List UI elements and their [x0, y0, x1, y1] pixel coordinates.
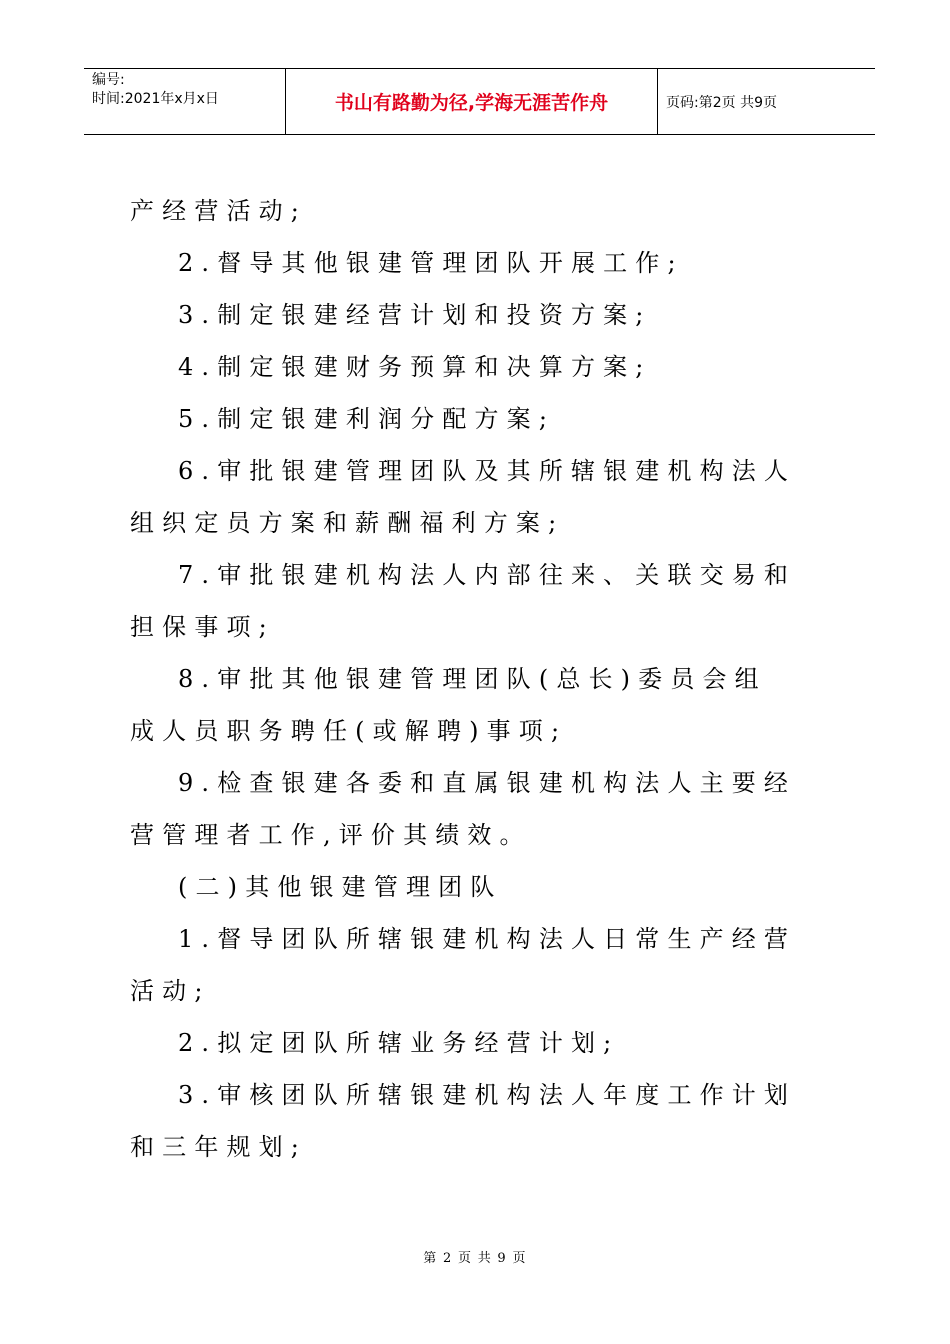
- page-header: [84, 68, 875, 135]
- body-line: 3.审核团队所辖银建机构法人年度工作计划: [178, 1081, 797, 1109]
- page-footer: 第 2 页 共 9 页: [423, 1251, 527, 1266]
- body-line: 营管理者工作,评价其绩效。: [130, 821, 532, 849]
- body-line: 6.审批银建管理团队及其所辖银建机构法人: [178, 457, 797, 485]
- body-line: 和三年规划;: [130, 1133, 308, 1161]
- section-heading: (二)其他银建管理团队: [178, 873, 503, 901]
- body-line: 1.督导团队所辖银建机构法人日常生产经营: [178, 925, 797, 953]
- body-line: 2.拟定团队所辖业务经营计划;: [178, 1029, 620, 1057]
- body-line: 担保事项;: [130, 613, 275, 641]
- document-time-label: 时间:2021年x月x日: [92, 91, 219, 107]
- document-number-label: 编号:: [92, 72, 125, 88]
- header-motto: 书山有路勤为径,学海无涯苦作舟: [286, 69, 658, 134]
- document-body: [130, 185, 830, 1173]
- header-meta: [84, 69, 286, 134]
- body-line: 4.制定银建财务预算和决算方案;: [178, 353, 652, 381]
- body-line: 组织定员方案和薪酬福利方案;: [130, 509, 565, 537]
- body-line: 2.督导其他银建管理团队开展工作;: [178, 249, 684, 277]
- body-line: 活动;: [130, 977, 211, 1005]
- body-line: 7.审批银建机构法人内部往来、关联交易和: [178, 561, 797, 589]
- body-line: 9.检查银建各委和直属银建机构法人主要经: [178, 769, 797, 797]
- body-line: 产经营活动;: [130, 197, 308, 225]
- header-page-number: 页码:第2页 共9页: [666, 94, 777, 111]
- body-line: 成人员职务聘任(或解聘)事项;: [130, 717, 568, 745]
- body-line: 8.审批其他银建管理团队(总长)委员会组: [178, 665, 767, 693]
- body-line: 3.制定银建经营计划和投资方案;: [178, 301, 652, 329]
- body-line: 5.制定银建利润分配方案;: [178, 405, 556, 433]
